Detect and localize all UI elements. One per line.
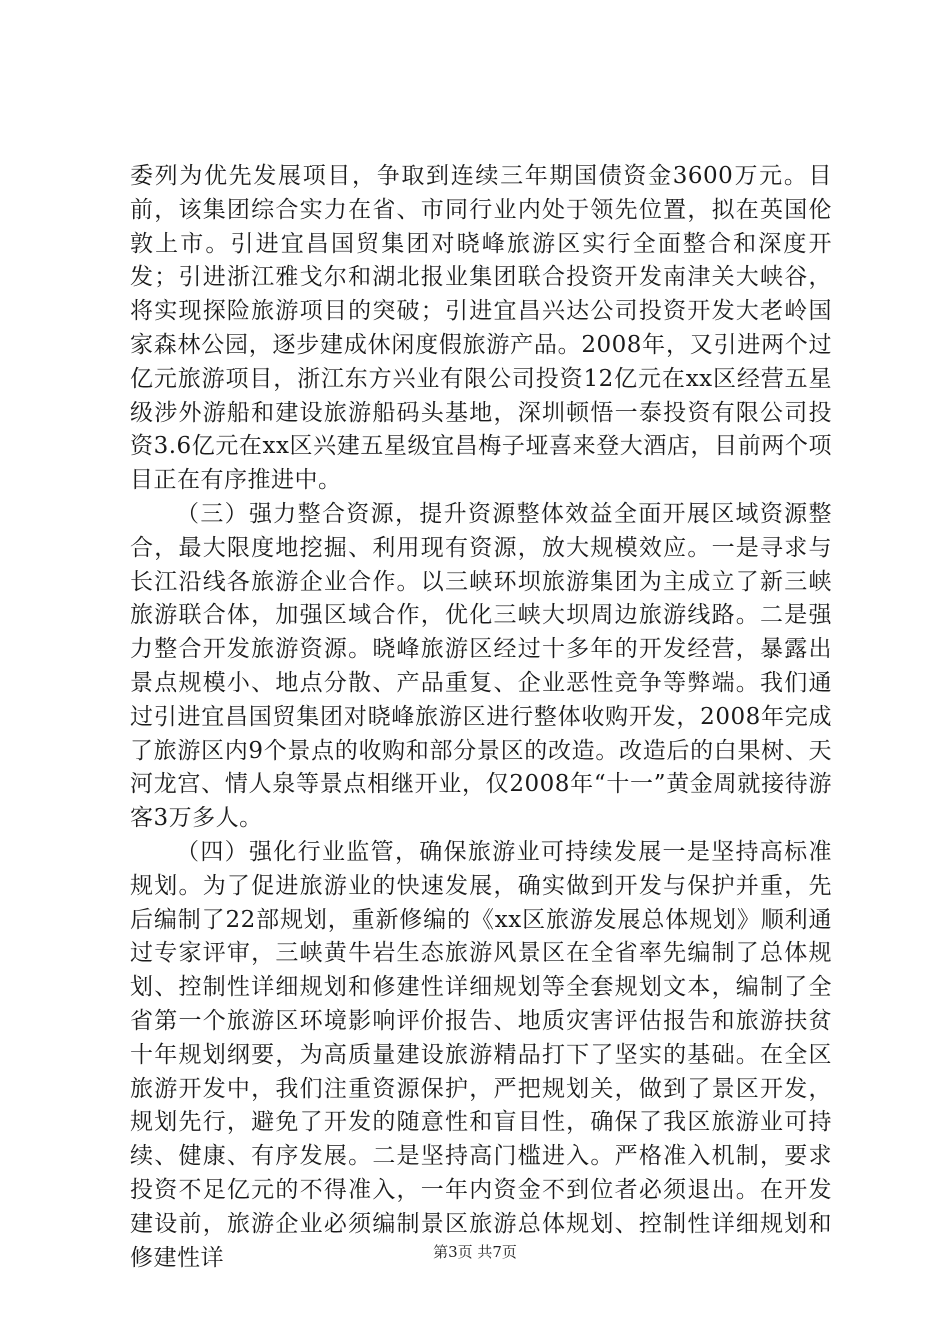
paragraph-1: 委列为优先发展项目，争取到连续三年期国债资金3600万元。目前，该集团综合实力在省、市同行业内处于领先位置，拟在英国伦敦上市。引进宜昌国贸集团对晓峰旅游区实行全面整合和深度开发；引进浙江雅戈尔和湖北报业集团联合投资开发南津关大峡谷，将实现探险旅游项目的突破；引进宜昌兴达公司投资开发大老岭国家森林公园，逐步建成休闲度假旅游产品。2008年，又引进两个过亿元旅游项目，浙江东方兴业有限公司投资12亿元在xx区经营五星级涉外游船和建设旅游船码头基地，深圳顿悟一泰投资有限公司投资3.6亿元在xx区兴建五星级宜昌梅子垭喜来登大酒店，目前两个项目正在有序推进中。 bbox=[130, 163, 832, 494]
paragraph-2: （三）强力整合资源，提升资源整体效益全面开展区域资源整合，最大限度地挖掘、利用现有资源，放大规模效应。一是寻求与长江沿线各旅游企业合作。以三峡环坝旅游集团为主成立了新三峡旅游联合体，加强区域合作，优化三峡大坝周边旅游线路。二是强力整合开发旅游资源。晓峰旅游区经过十多年的开发经营，暴露出景点规模小、地点分散、产品重复、企业恶性竞争等弊端。我们通过引进宜昌国贸集团对晓峰旅游区进行整体收购开发，2008年完成了旅游区内9个景点的收购和部分景区的改造。改造后的白果树、天河龙宫、情人泉等景点相继开业，仅2008年“十一”黄金周就接待游客3万多人。 bbox=[130, 500, 832, 832]
page-footer bbox=[0, 1241, 950, 1262]
document-body bbox=[130, 160, 832, 1275]
paragraph-3: （四）强化行业监管，确保旅游业可持续发展一是坚持高标准规划。为了促进旅游业的快速发展，确实做到开发与保护并重，先后编制了22部规划，重新修编的《xx区旅游发展总体规划》顺利通过专家评审，三峡黄牛岩生态旅游风景区在全省率先编制了总体规划、控制性详细规划和修建性详细规划等全套规划文本，编制了全省第一个旅游区环境影响评价报告、地质灾害评估报告和旅游扶贫十年规划纲要，为高质量建设旅游精品打下了坚实的基础。在全区旅游开发中，我们注重资源保护，严把规划关，做到了景区开发，规划先行，避免了开发的随意性和盲目性，确保了我区旅游业可持续、健康、有序发展。二是坚持高门槛进入。严格准入机制，要求投资不足亿元的不得准入，一年内资金不到位者必须退出。在开发建设前，旅游企业必须编制景区旅游总体规划、控制性详细规划和修建性详 bbox=[130, 838, 832, 1271]
page-number: 第3页 共7页 bbox=[433, 1243, 517, 1261]
